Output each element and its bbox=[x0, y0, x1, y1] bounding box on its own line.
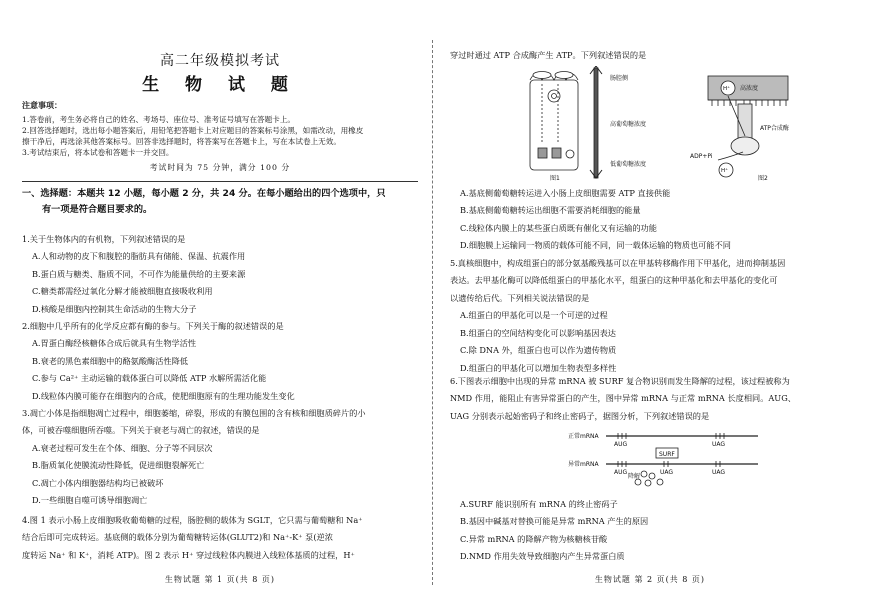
question-2 bbox=[22, 321, 418, 408]
exam-time: 考试时间为 75 分钟，满分 100 分 bbox=[149, 163, 291, 172]
option-d: D.一些细胞自噬可诱导细胞凋亡 bbox=[32, 495, 148, 506]
option-d: D.核酸是细胞内控制其生命活动的生物大分子 bbox=[32, 303, 197, 314]
question-stem: 度转运 Na⁺ 和 K⁺，消耗 ATP)。图 2 表示 H⁺ 穿过线粒体内膜进入线粒体基质的过程，H⁺ bbox=[22, 549, 355, 560]
option-a: A.衰老过程可发生在个体、细胞、分子等不同层次 bbox=[32, 442, 213, 453]
question-stem: 6.下图表示细胞中出现的异常 mRNA 被 SURF 复合物识别而发生降解的过程，该过程被称为 bbox=[450, 376, 790, 386]
figure-1 bbox=[520, 66, 670, 184]
option-b: B.组蛋白的空间结构变化可以影响基因表达 bbox=[460, 327, 616, 338]
fig2-label: 高浓度 bbox=[740, 85, 759, 92]
option-a: A.胃蛋白酶经核糖体合成后就具有生物学活性 bbox=[32, 338, 197, 349]
option-d: D.组蛋白的甲基化可以增加生物表型多样性 bbox=[460, 362, 617, 373]
notice-line: 1.答卷前，考生务必将自己的姓名、考场号、座位号、准考证号填写在答题卡上。 bbox=[22, 114, 296, 124]
option-c: C.线粒体内膜上的某些蛋白质既有催化又有运输的功能 bbox=[460, 222, 657, 233]
fig3-label: UAG bbox=[712, 469, 726, 476]
left-page bbox=[22, 0, 418, 615]
notice-line: 3.考试结束后，将本试卷和答题卡一并交回。 bbox=[22, 147, 174, 157]
exam-title: 高二年级模拟考试 bbox=[160, 53, 280, 69]
fig1-label: 肠腔侧 bbox=[610, 75, 629, 82]
notice-line: 擦干净后，再选涂其他答案标号。回答非选择题时，将答案写在答题卡上，写在本试卷上无效。 bbox=[22, 136, 341, 146]
question-stem: 5.真核细胞中，构成组蛋白的部分氨基酸残基可以在甲基转移酶作用下甲基化，进而抑制基因 bbox=[450, 258, 786, 268]
fig2-caption: 图2 bbox=[758, 175, 768, 182]
question-5 bbox=[450, 258, 850, 380]
divider-line bbox=[22, 181, 418, 182]
page-footer: 生物试题 第 2 页(共 8 页) bbox=[594, 575, 706, 584]
option-a: A.人和动物的皮下和腹腔的脂肪具有储能、保温、抗震作用 bbox=[32, 251, 246, 262]
fig3-label: SURF bbox=[659, 451, 675, 458]
question-4 bbox=[22, 515, 418, 567]
option-d: D.线粒体内膜可能存在细胞内的合成，使肥细胞原有的生理功能发生变化 bbox=[32, 390, 295, 401]
question-stem: UAG 分别表示起始密码子和终止密码子，据图分析，下列叙述错误的是 bbox=[450, 410, 710, 421]
option-b: B.蛋白质与糖类、脂质不同，不可作为能量供给的主要来源 bbox=[32, 268, 246, 279]
option-c: C.凋亡小体内细胞器结构均已被破坏 bbox=[32, 477, 164, 488]
question-stem: 3.凋亡小体是指细胞凋亡过程中，细胞萎缩，碎裂，形成的有膜包围的含有核和细胞质碎片的小 bbox=[22, 408, 366, 418]
question-stem: NMD 作用，能阻止有害异常蛋白的产生，图中异常 mRNA 与正常 mRNA 长度相同。AUG、 bbox=[450, 393, 796, 404]
question-stem: 1.关于生物体内的有机物，下列叙述错误的是 bbox=[22, 234, 186, 244]
question-6 bbox=[450, 376, 850, 428]
question-stem: 以遗传给后代。下列相关说法错误的是 bbox=[450, 292, 590, 303]
question-stem: 表达。去甲基化酶可以降低组蛋白的甲基化水平，组蛋白的这种甲基化和去甲基化的变化可 bbox=[450, 275, 778, 286]
fig3-label: AUG bbox=[614, 441, 628, 448]
figure-3 bbox=[568, 428, 778, 490]
question-3 bbox=[22, 408, 418, 513]
fig3-label: UAG bbox=[660, 469, 674, 476]
question-stem: 体，可被吞噬细胞所吞噬。下列关于衰老与凋亡的叙述，错误的是 bbox=[22, 425, 260, 436]
fig2-label-h: H⁺ bbox=[721, 168, 729, 174]
section-line: 一、选择题：本题共 12 小题，每小题 2 分，共 24 分。在每小题给出的四个选项中，只 bbox=[22, 188, 386, 199]
question-6-options bbox=[450, 499, 850, 569]
fig2-label: ADP+Pi bbox=[690, 153, 713, 160]
fig1-label: 高葡萄糖浓度 bbox=[610, 121, 647, 128]
question-stem: 穿过时通过 ATP 合成酶产生 ATP。下列叙述错误的是 bbox=[450, 50, 647, 60]
question-stem: 4.图 1 表示小肠上皮细胞吸收葡萄糖的过程，肠腔侧的载体为 SGLT，它只需与葡萄糖和 Na⁺ bbox=[22, 515, 363, 525]
right-page bbox=[450, 0, 850, 615]
option-b: B.基因中碱基对替换可能是异常 mRNA 产生的原因 bbox=[460, 516, 649, 527]
option-b: B.衰老的黑色素细胞中的酪氨酸酶活性降低 bbox=[32, 355, 188, 366]
option-c: C.糖类都需经过氧化分解才能被细胞直接吸收利用 bbox=[32, 286, 213, 297]
fig2-label-h: H⁺ bbox=[723, 86, 731, 92]
fig2-label: ATP合成酶 bbox=[760, 125, 789, 132]
section-line: 有一项是符合题目要求的。 bbox=[42, 204, 153, 216]
option-c: C.参与 Ca²⁺ 主动运输的载体蛋白可以降低 ATP 水解所需活化能 bbox=[32, 373, 267, 384]
option-b: B.脂质氧化使膜流动性降低，促进细胞裂解死亡 bbox=[32, 460, 205, 471]
notice-block bbox=[22, 101, 418, 158]
option-d: D.细胞膜上运输同一物质的载体可能不同，同一载体运输的物质也可能不同 bbox=[460, 240, 731, 251]
option-c: C.除 DNA 外，组蛋白也可以作为遗传物质 bbox=[460, 345, 617, 356]
fig3-label: 异常mRNA bbox=[568, 461, 599, 468]
option-a: A.SURF 能识别所有 mRNA 的终止密码子 bbox=[460, 499, 618, 509]
question-1 bbox=[22, 234, 418, 321]
option-a: A.组蛋白的甲基化可以是一个可逆的过程 bbox=[460, 310, 608, 321]
fig3-label: 降解 bbox=[628, 473, 641, 480]
fig3-label: UAG bbox=[712, 441, 726, 448]
column-divider bbox=[432, 40, 433, 585]
question-stem: 结合后即可完成转运。基底侧的载体分别为葡萄糖转运体(GLUT2)和 Na⁺-K⁺ 泵(逆浓 bbox=[22, 532, 333, 543]
fig1-caption: 图1 bbox=[550, 175, 560, 182]
fig3-label: 正常mRNA bbox=[568, 433, 599, 440]
fig1-label: 低葡萄糖浓度 bbox=[610, 161, 647, 168]
subject-title: 生 物 试 题 bbox=[142, 75, 298, 95]
question-4-options bbox=[450, 188, 850, 258]
figure-2 bbox=[688, 66, 838, 184]
notice-line: 2.回答选择题时，选出每小题答案后，用铅笔把答题卡上对应题目的答案标号涂黑，如需改动，用橡皮 bbox=[22, 125, 364, 135]
section-heading bbox=[22, 186, 418, 218]
fig3-label: AUG bbox=[614, 469, 628, 476]
option-b: B.基底侧葡萄糖转运出细胞不需要消耗细胞的能量 bbox=[460, 205, 641, 216]
notice-title: 注意事项： bbox=[22, 101, 62, 110]
page-footer: 生物试题 第 1 页(共 8 页) bbox=[164, 575, 276, 584]
option-a: A.基底侧葡萄糖转运进入小肠上皮细胞需要 ATP 直接供能 bbox=[460, 188, 671, 198]
option-c: C.异常 mRNA 的降解产物为核糖核苷酸 bbox=[460, 533, 608, 544]
question-stem: 2.细胞中几乎所有的化学反应都有酶的参与。下列关于酶的叙述错误的是 bbox=[22, 321, 284, 331]
option-d: D.NMD 作用失效导致细胞内产生异常蛋白质 bbox=[460, 551, 625, 562]
